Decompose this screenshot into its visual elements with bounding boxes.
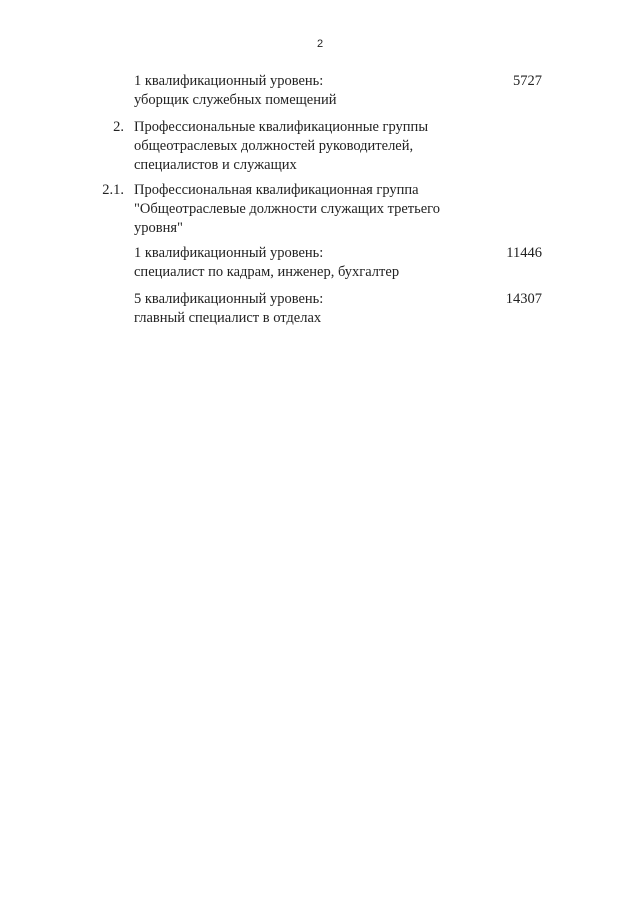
row-description	[134, 244, 464, 282]
description-line: Профессиональные квалификационные группы	[134, 119, 429, 135]
row-number: 2.	[113, 119, 124, 135]
description-line: Профессиональная квалификационная группа	[134, 182, 419, 198]
description-line: 5 квалификационный уровень:	[134, 291, 324, 307]
row-description	[134, 290, 464, 328]
description-line: уборщик служебных помещений	[134, 92, 337, 108]
description-line: специалистов и служащих	[134, 157, 297, 173]
description-line: специалист по кадрам, инженер, бухгалтер	[134, 264, 400, 280]
salary-value: 5727	[513, 73, 542, 89]
description-line: 1 квалификационный уровень:	[134, 73, 324, 89]
salary-value: 14307	[505, 291, 542, 307]
description-line: общеотраслевых должностей руководителей,	[134, 138, 414, 154]
row-description	[134, 118, 464, 175]
description-line: уровня"	[134, 220, 183, 236]
description-line: 1 квалификационный уровень:	[134, 245, 324, 261]
page-number: 2	[316, 38, 324, 50]
description-line: главный специалист в отделах	[134, 310, 322, 326]
description-line: "Общеотраслевые должности служащих третьего	[134, 201, 441, 217]
row-description	[134, 181, 464, 238]
row-description	[134, 72, 464, 110]
row-number: 2.1.	[102, 182, 124, 198]
salary-value: 11446	[506, 245, 542, 261]
